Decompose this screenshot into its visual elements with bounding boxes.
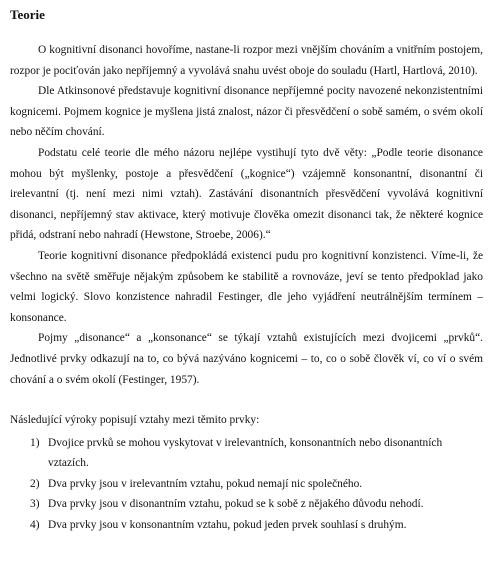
list-item-text: Dva prvky jsou v irelevantním vztahu, pokud nemají nic společného. [48,477,363,490]
list-item [10,433,483,474]
paragraph-quote: Podstatu celé teorie dle mého názoru nejlépe vystihují tyto dvě věty: „Podle teorie disonance mohou být myšlenky, postoje a přesvědčení („kognice“) vzájemně konsonantní, disonantní či irelevantní (tj. není mezi nimi vztah). Zastávání disonantních přesvědčení vyvolává kognitivní disonanci, nepříjemný stav aktivace, který motivuje člověka omezit disonanci tak, že některé kognice přidá, odstraní nebo nahradí (Hewstone, Stroebe, 2006).“ [10,146,483,242]
list-intro: Následující výroky popisují vztahy mezi těmito prvky: [10,414,260,427]
section-heading: Teorie [10,7,45,22]
list-item [10,474,483,495]
paragraph-terms: Pojmy „disonance“ a „konsonance“ se týkají vztahů existujících mezi dvojicemi „prvků“. Jednotlivé prvky odkazují na to, co bývá nazýváno kognicemi – to, co o sobě člověk ví, co ví o svém chování a o svém okolí (Festinger, 1957). [10,332,483,386]
list-item-number: 1) [30,436,40,449]
paragraph-atkinson: Dle Atkinsonové představuje kognitivní disonance nepříjemné pocity navozené nekonzistentními kognicemi. Pojmem kognice je myšlena jistá znalost, názor či přesvědčení o sobě samém, o svém okolí nebo něčím chování. [10,85,483,139]
list-item [10,515,483,536]
list-item-number: 3) [30,498,40,511]
paragraph-consistency: Teorie kognitivní disonance předpokládá existenci pudu pro kognitivní konzistenci. Víme-li, že všechno na světě směřuje nějakým způsobem ke stabilitě a rovnováze, jeví se tento předpoklad jako velmi logický. Slovo konzistence nahradil Festinger, dle jeho vyjádření neutrálnějším termínem – konsonance. [10,249,483,324]
list-item-text: Dva prvky jsou v disonantním vztahu, pokud se k sobě z nějakého důvodu nehodí. [48,498,424,511]
list-item-number: 4) [30,519,40,532]
list-item-text: Dvojice prvků se mohou vyskytovat v irelevantních, konsonantních nebo disonantních vztazích. [48,436,443,470]
list-item-text: Dva prvky jsou v konsonantním vztahu, pokud jeden prvek souhlasí s druhým. [48,519,407,532]
relations-list [10,433,483,536]
paragraph-definition: O kognitivní disonanci hovoříme, nastane-li rozpor mezi vnějším chováním a vnitřním postojem, rozpor je pociťován jako nepříjemný a vyvolává snahu uvést oboje do souladu (Hartl, Hartlová, 2010). [10,44,483,77]
list-item-number: 2) [30,477,40,490]
list-item [10,494,483,515]
